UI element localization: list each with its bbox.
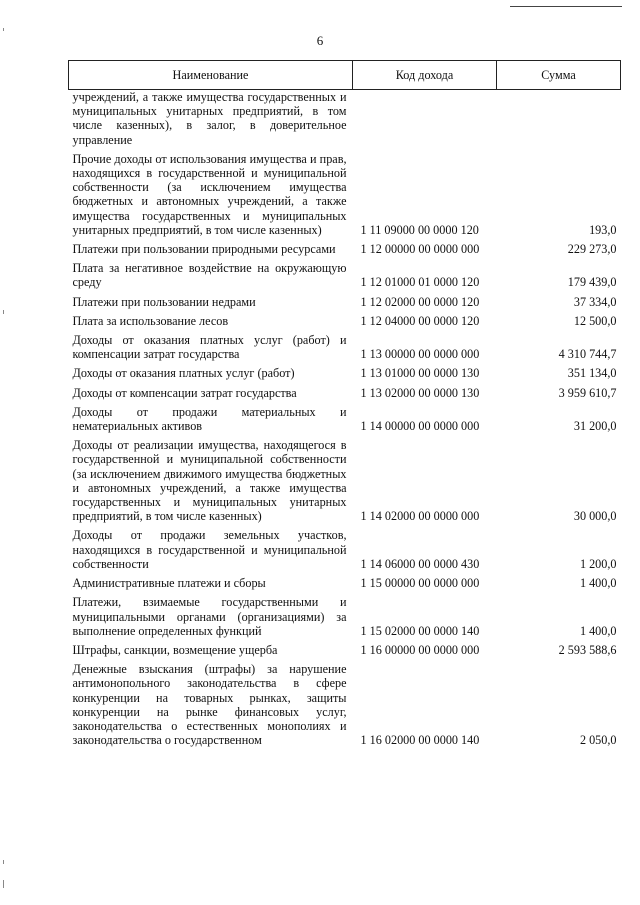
- row-sum: 179 439,0: [567, 275, 617, 290]
- table-row: [69, 662, 621, 752]
- row-name: Штрафы, санкции, возмещение ущерба: [72, 642, 278, 657]
- row-sum: 3 959 610,7: [558, 385, 617, 400]
- table-row: [69, 333, 621, 366]
- row-code: 1 16 02000 00 0000 140: [360, 733, 480, 748]
- row-sum: 2 050,0: [579, 733, 617, 748]
- table-row: [69, 386, 621, 405]
- row-name: Доходы от компенсации затрат государства: [72, 385, 297, 400]
- row-code: 1 13 01000 00 0000 130: [360, 366, 480, 381]
- row-sum: 193,0: [589, 222, 617, 237]
- row-code: 1 13 00000 00 0000 000: [360, 347, 480, 362]
- table-row: [69, 528, 621, 576]
- row-code: 1 13 02000 00 0000 130: [360, 385, 480, 400]
- header-name: Наименование: [69, 61, 353, 90]
- row-code: 1 15 00000 00 0000 000: [360, 576, 480, 591]
- row-name: Доходы от реализации имущества, находящегося в государственной и муниципальной собственности (за исключением движимого имущества бюджетных и автономных учреждений, а также имущества государственных и муниципальных унитарных предприятий, в том числе казенных): [72, 438, 347, 524]
- row-sum: 1 400,0: [579, 623, 617, 638]
- row-code: 1 14 00000 00 0000 000: [360, 419, 480, 434]
- table-row: [69, 595, 621, 643]
- row-sum: 1 200,0: [579, 556, 617, 571]
- row-name: Прочие доходы от использования имущества и прав, находящихся в государственной и муниципальной собственности (за исключением имущества бюджетных и автономных учреждений, а также имущества государственных и муниципальных унитарных предприятий, в том числе казенных): [72, 151, 347, 237]
- row-sum: 31 200,0: [573, 419, 617, 434]
- row-name: Платежи при пользовании природными ресурсами: [72, 242, 336, 257]
- margin-mark: [3, 860, 4, 864]
- row-sum: 2 593 588,6: [558, 642, 617, 657]
- row-code: 1 12 04000 00 0000 120: [360, 313, 480, 328]
- margin-mark: [3, 880, 4, 888]
- row-name: Доходы от продажи земельных участков, находящихся в государственной и муниципальной собственности: [72, 528, 347, 571]
- table-row: [69, 314, 621, 333]
- row-code: 1 16 00000 00 0000 000: [360, 642, 480, 657]
- margin-mark: [3, 310, 4, 314]
- table-row: [69, 576, 621, 595]
- row-sum: 351 134,0: [567, 366, 617, 381]
- top-rule: [510, 6, 622, 7]
- table-row: [69, 242, 621, 261]
- row-code: 1 15 02000 00 0000 140: [360, 623, 480, 638]
- header-sum: Сумма: [497, 61, 621, 90]
- row-name: Доходы от оказания платных услуг (работ) и компенсации затрат государства: [72, 333, 347, 362]
- row-name: Плата за негативное воздействие на окружающую среду: [72, 261, 347, 290]
- revenue-table: [68, 60, 621, 752]
- table-row: [69, 261, 621, 294]
- row-name: учреждений, а также имущества государственных и муниципальных унитарных предприятий, в том числе казенных), в залог, в доверительное управление: [72, 90, 347, 147]
- row-sum: 37 334,0: [573, 294, 617, 309]
- row-name: Платежи при пользовании недрами: [72, 294, 256, 309]
- table-row: [69, 438, 621, 528]
- row-sum: 30 000,0: [573, 509, 617, 524]
- row-name: Административные платежи и сборы: [72, 576, 266, 591]
- table-row: [69, 366, 621, 385]
- header-code: Код дохода: [353, 61, 497, 90]
- table-row: [69, 405, 621, 438]
- row-sum: 229 273,0: [567, 242, 617, 257]
- table-row: [69, 295, 621, 314]
- row-code: 1 12 01000 01 0000 120: [360, 275, 480, 290]
- row-sum: 12 500,0: [573, 313, 617, 328]
- table-row: [69, 152, 621, 242]
- row-name: Доходы от оказания платных услуг (работ): [72, 366, 295, 381]
- row-code: 1 12 00000 00 0000 000: [360, 242, 480, 257]
- row-code: 1 11 09000 00 0000 120: [360, 222, 479, 237]
- row-code: 1 14 06000 00 0000 430: [360, 556, 480, 571]
- margin-mark: [3, 28, 4, 31]
- row-code: 1 14 02000 00 0000 000: [360, 509, 480, 524]
- row-code: 1 12 02000 00 0000 120: [360, 294, 480, 309]
- table-row: [69, 90, 621, 152]
- row-name: Денежные взыскания (штрафы) за нарушение антимонопольного законодательства в сфере конкуренции на товарных рынках, защиты конкуренции на рынке финансовых услуг, законодательства о естественных монополиях и законодательства о государственном: [72, 662, 347, 748]
- row-code: [353, 90, 497, 152]
- row-name: Плата за использование лесов: [72, 313, 229, 328]
- table-row: [69, 643, 621, 662]
- row-sum: [497, 90, 621, 152]
- row-sum: 1 400,0: [579, 576, 617, 591]
- row-name: Доходы от продажи материальных и нематериальных активов: [72, 404, 347, 434]
- row-sum: 4 310 744,7: [558, 347, 617, 362]
- row-name: Платежи, взимаемые государственными и муниципальными органами (организациями) за выполнение определенных функций: [72, 595, 347, 638]
- table-header-row: [69, 61, 621, 90]
- page-number: 6: [316, 33, 324, 48]
